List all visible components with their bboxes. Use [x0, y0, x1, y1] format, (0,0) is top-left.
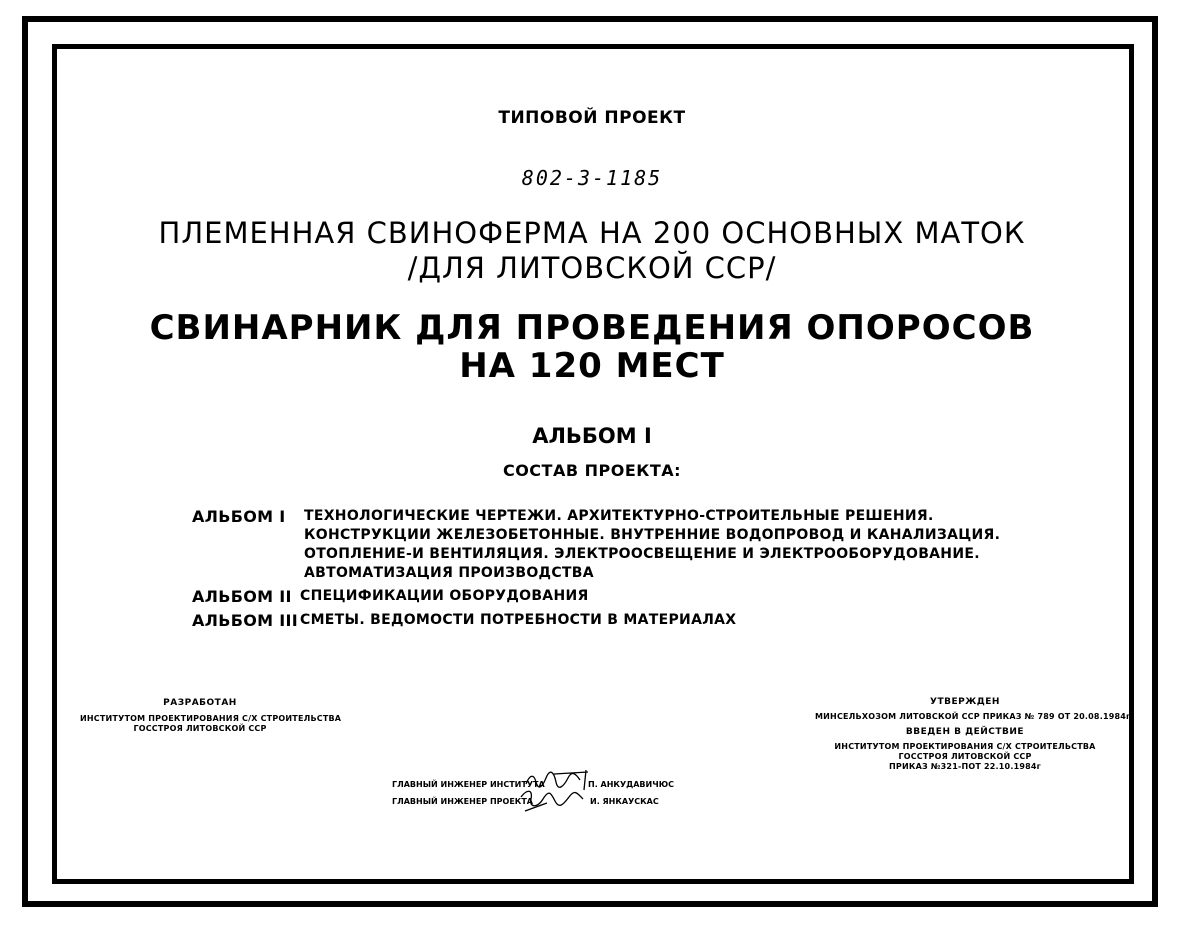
farm-title-line2: /ДЛЯ ЛИТОВСКОЙ ССР/: [407, 251, 777, 285]
contents-item-name: АЛЬБОМ I: [192, 507, 286, 526]
handwritten-signature-icon: [517, 787, 587, 813]
approved-order: МИНСЕЛЬХОЗОМ ЛИТОВСКОЙ ССР ПРИКАЗ № 789 ОТ 20.08.1984г: [815, 712, 1131, 721]
signature-role: ГЛАВНЫЙ ИНЖЕНЕР ИНСТИТУТА: [392, 780, 545, 789]
contents-item-album-1: [192, 507, 1001, 587]
contents-heading: СОСТАВ ПРОЕКТА:: [502, 461, 682, 480]
developed-line2: ГОССТРОЯ ЛИТОВСКОЙ ССР: [133, 724, 267, 733]
description-line: СПЕЦИФИКАЦИИ ОБОРУДОВАНИЯ: [300, 588, 589, 604]
farm-title-line1: ПЛЕМЕННАЯ СВИНОФЕРМА НА 200 ОСНОВНЫХ МАТОК: [158, 216, 1026, 250]
description-line: СМЕТЫ. ВЕДОМОСТИ ПОТРЕБНОСТИ В МАТЕРИАЛАХ: [300, 612, 737, 628]
approved-block: [815, 697, 1131, 771]
developed-heading: РАЗРАБОТАН: [163, 698, 237, 708]
approved-heading: УТВЕРЖДЕН: [930, 697, 1000, 707]
farm-title: [0, 216, 1184, 286]
developed-line1: ИНСТИТУТОМ ПРОЕКТИРОВАНИЯ С/Х СТРОИТЕЛЬСТВА: [80, 714, 342, 723]
enacted-line2: ГОССТРОЯ ЛИТОВСКОЙ ССР: [898, 752, 1032, 761]
description-line: КОНСТРУКЦИИ ЖЕЛЕЗОБЕТОННЫЕ. ВНУТРЕННИЕ ВОДОПРОВОД И КАНАЛИЗАЦИЯ.: [304, 527, 1001, 543]
signature-name: И. ЯНКАУСКАС: [590, 797, 659, 806]
building-title: [0, 309, 1184, 385]
contents-item-name: АЛЬБОМ III: [192, 611, 299, 630]
developed-block: [80, 698, 342, 733]
building-title-line2: НА 120 МЕСТ: [459, 346, 725, 386]
description-line: ОТОПЛЕНИЕ-И ВЕНТИЛЯЦИЯ. ЭЛЕКТРООСВЕЩЕНИЕ И ЭЛЕКТРООБОРУДОВАНИЕ.: [304, 546, 980, 562]
signature-row-project: [392, 797, 692, 811]
enacted-line1: ИНСТИТУТОМ ПРОЕКТИРОВАНИЯ С/Х СТРОИТЕЛЬСТВА: [834, 742, 1096, 751]
description-line: АВТОМАТИЗАЦИЯ ПРОИЗВОДСТВА: [304, 565, 594, 581]
contents-item-name: АЛЬБОМ II: [192, 587, 292, 606]
contents-item-album-3: [192, 611, 892, 633]
building-title-line1: СВИНАРНИК ДЛЯ ПРОВЕДЕНИЯ ОПОРОСОВ: [149, 308, 1035, 348]
project-number: 802-3-1185: [521, 166, 663, 190]
description-line: ТЕХНОЛОГИЧЕСКИЕ ЧЕРТЕЖИ. АРХИТЕКТУРНО-СТРОИТЕЛЬНЫЕ РЕШЕНИЯ.: [304, 508, 934, 524]
contents-item-description: [300, 587, 589, 606]
album-label: АЛЬБОМ I: [532, 424, 652, 448]
enacted-order: ПРИКАЗ №321-ПОТ 22.10.1984г: [888, 762, 1042, 771]
enacted-heading: ВВЕДЕН В ДЕЙСТВИЕ: [905, 727, 1025, 737]
contents-item-description: [300, 611, 736, 630]
project-type-label: ТИПОВОЙ ПРОЕКТ: [498, 108, 686, 128]
signature-role: ГЛАВНЫЙ ИНЖЕНЕР ПРОЕКТА: [392, 797, 533, 806]
contents-item-description: [304, 507, 1000, 583]
contents-item-album-2: [192, 587, 892, 609]
signature-name: П. АНКУДАВИЧЮС: [588, 780, 674, 789]
